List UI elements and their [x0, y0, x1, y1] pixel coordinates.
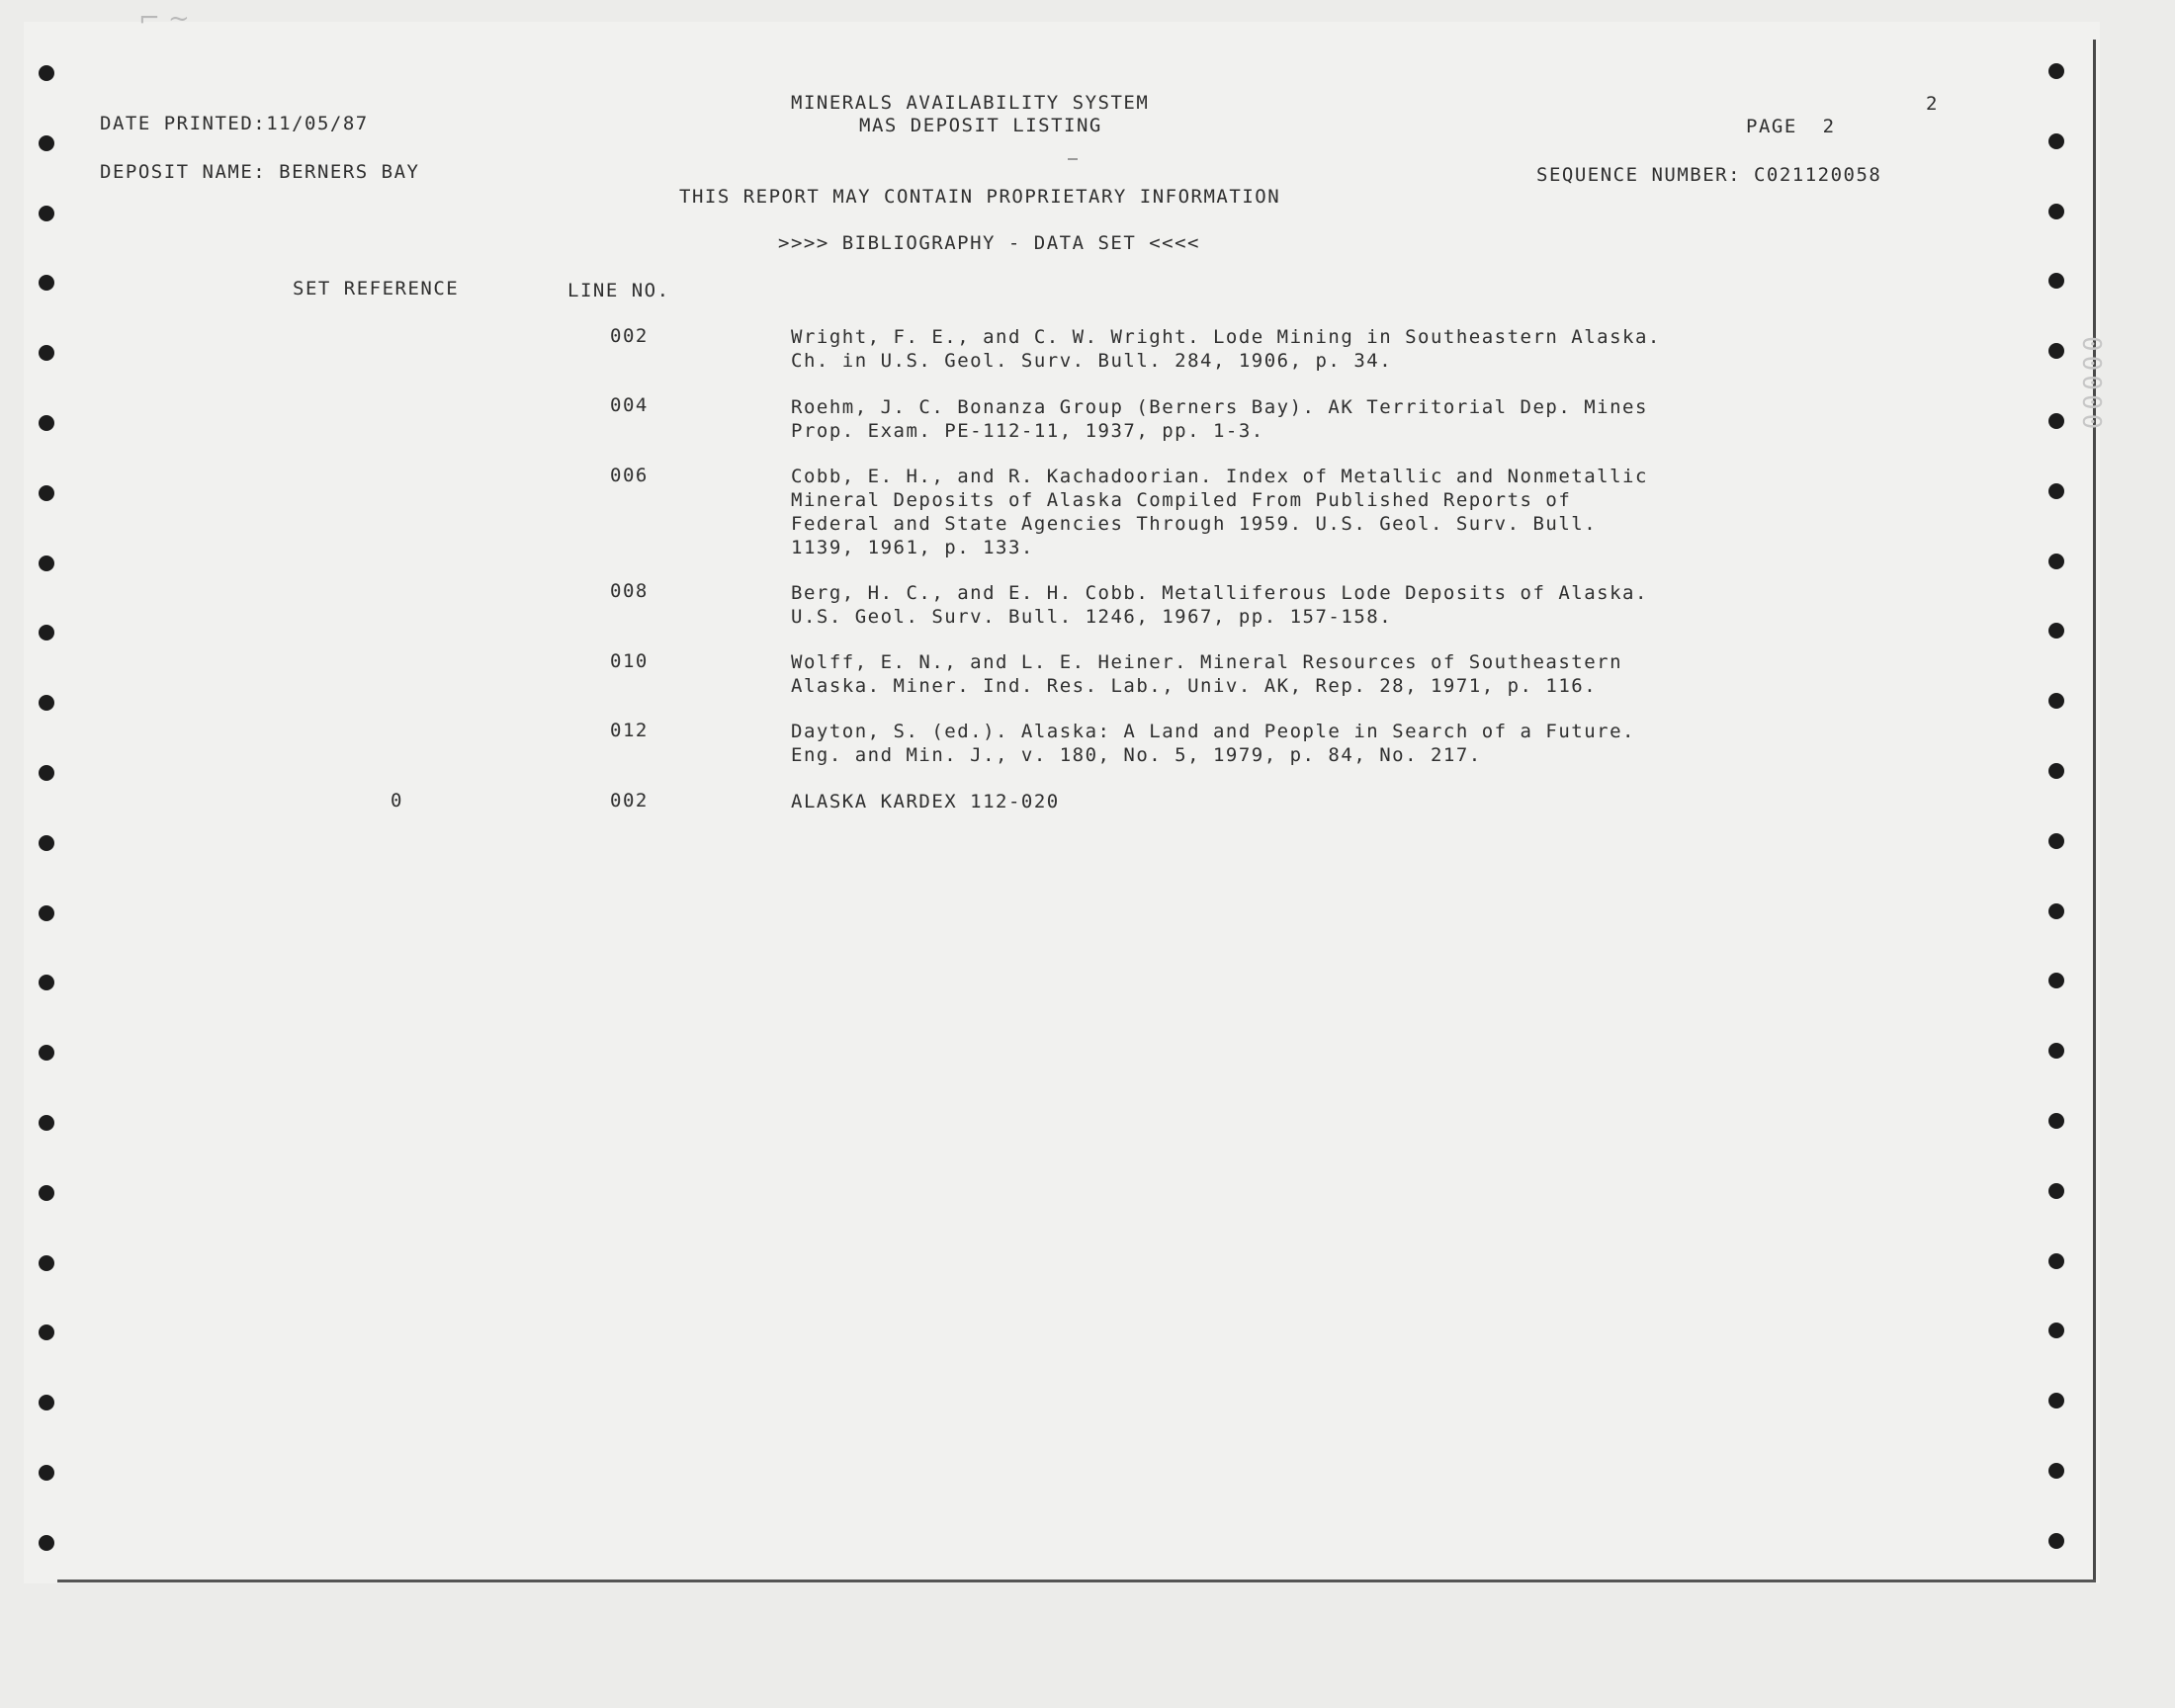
feed-hole	[2048, 413, 2064, 429]
paper-edge-bottom	[57, 1580, 2096, 1582]
feed-hole	[39, 1255, 54, 1271]
entry-citation: Cobb, E. H., and R. Kachadoorian. Index of Metallic and Nonmetallic Mineral Deposits of Alaska Compiled From Published Reports of Federal and State Agencies Through 1959. U.S. Geol. Surv. Bull. 1139, 1961, p. 133.	[791, 466, 1648, 558]
deposit-name: DEPOSIT NAME: BERNERS BAY	[100, 161, 420, 183]
entry-line-number: 008	[610, 580, 649, 602]
feed-hole	[2048, 903, 2064, 919]
feed-hole	[39, 1535, 54, 1551]
feed-hole	[2048, 1533, 2064, 1549]
feed-hole	[2048, 1253, 2064, 1269]
entry-line-number: 012	[610, 720, 649, 741]
feed-hole	[2048, 204, 2064, 219]
feed-hole	[39, 485, 54, 501]
pencil-mark: ⌐ ~	[138, 4, 190, 34]
sequence-number: SEQUENCE NUMBER: C021120058	[1536, 164, 1882, 186]
feed-hole	[2048, 63, 2064, 79]
date-printed: DATE PRINTED:11/05/87	[100, 113, 369, 134]
feed-hole	[2048, 833, 2064, 849]
feed-hole	[39, 206, 54, 221]
proprietary-notice: THIS REPORT MAY CONTAIN PROPRIETARY INFORMATION	[679, 186, 1281, 208]
entry-citation: Roehm, J. C. Bonanza Group (Berners Bay). AK Territorial Dep. Mines Prop. Exam. PE-112-11, 1937, pp. 1-3.	[791, 396, 1648, 442]
listing-title: MAS DEPOSIT LISTING	[859, 115, 1102, 136]
feed-hole	[39, 135, 54, 151]
page-number: 2	[1926, 93, 1939, 115]
paper-edge-right	[2093, 40, 2096, 1581]
feed-hole	[2048, 1113, 2064, 1129]
entry-line-number: 004	[610, 394, 649, 416]
stray-mark	[1068, 158, 1078, 160]
feed-hole	[39, 415, 54, 431]
feed-hole	[39, 1115, 54, 1131]
entry-citation: Dayton, S. (ed.). Alaska: A Land and People in Search of a Future. Eng. and Min. J., v. 180, No. 5, 1979, p. 84, No. 217.	[791, 721, 1635, 766]
entry-line-number: 002	[610, 325, 649, 347]
entry-set-reference: 0	[391, 790, 403, 811]
feed-hole	[39, 905, 54, 921]
entry-line-number: 002	[610, 790, 649, 811]
entry-citation: Wright, F. E., and C. W. Wright. Lode Mining in Southeastern Alaska. Ch. in U.S. Geol. Surv. Bull. 284, 1906, p. 34.	[791, 326, 1661, 372]
page-label: PAGE 2	[1746, 116, 1836, 137]
feed-hole	[39, 65, 54, 81]
feed-hole	[2048, 133, 2064, 149]
printout-sheet	[24, 22, 2100, 1583]
feed-hole	[2048, 1463, 2064, 1479]
feed-hole	[2048, 763, 2064, 779]
entry-citation: Wolff, E. N., and L. E. Heiner. Mineral Resources of Southeastern Alaska. Miner. Ind. Res. Lab., Univ. AK, Rep. 28, 1971, p. 116.	[791, 651, 1623, 697]
feed-hole	[39, 835, 54, 851]
feed-hole	[39, 555, 54, 571]
feed-hole	[2048, 1183, 2064, 1199]
faint-side-marking: 00000	[2076, 336, 2106, 434]
feed-hole	[2048, 554, 2064, 569]
feed-hole	[39, 1465, 54, 1481]
section-title: >>>> BIBLIOGRAPHY - DATA SET <<<<	[778, 232, 1200, 254]
system-title: MINERALS AVAILABILITY SYSTEM	[791, 92, 1150, 114]
entry-citation: ALASKA KARDEX 112-020	[791, 791, 1060, 812]
entry-line-number: 006	[610, 465, 649, 486]
feed-hole	[39, 765, 54, 781]
feed-hole	[2048, 483, 2064, 499]
column-header-set-reference: SET REFERENCE	[293, 278, 460, 299]
entry-line-number: 010	[610, 650, 649, 672]
feed-hole	[39, 1185, 54, 1201]
entry-citation: Berg, H. C., and E. H. Cobb. Metalliferous Lode Deposits of Alaska. U.S. Geol. Surv. Bull. 1246, 1967, pp. 157-158.	[791, 582, 1648, 628]
column-header-line-no: LINE NO.	[567, 280, 670, 301]
